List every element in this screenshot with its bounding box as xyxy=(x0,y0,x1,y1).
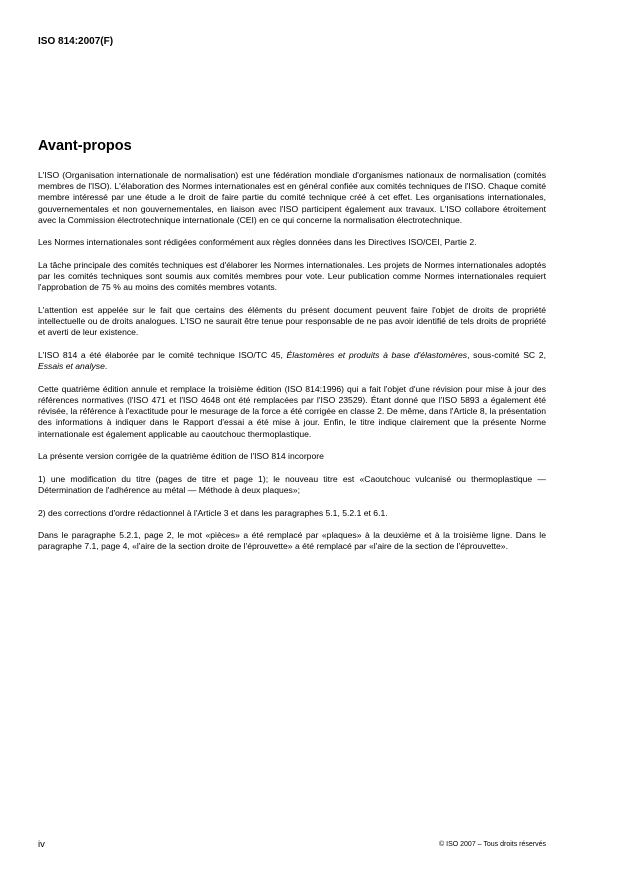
document-id-header: ISO 814:2007(F) xyxy=(38,36,114,47)
paragraph-prepared-by xyxy=(38,350,546,372)
page-title: Avant-propos xyxy=(38,138,132,154)
list-item-editorial-corrections: 2) des corrections d'ordre rédactionnel à l'Article 3 et dans les paragraphes 5.1, 5.2.1 et 6.1. xyxy=(38,507,388,518)
list-item-title-change: 1) une modification du titre (pages de titre et page 1); le nouveau titre est «Caoutchouc vulcanisé ou thermoplastique — Détermination de l'adhérence au métal — Méthode à deux plaques»; xyxy=(38,473,546,495)
paragraph-organisation: L'ISO (Organisation internationale de normalisation) est une fédération mondiale d'organismes nationaux de normalisation (comités membres de l'ISO). L'élaboration des Normes internationales est en général confiée aux comités techniques de l'ISO. Chaque comité membre intéressé par une étude a le droit de faire partie du comité technique créé à cet effet. Les organisations internationales, gouvernementales et non gouvernementales, en liaison avec l'ISO participent également aux travaux. L'ISO collabore étroitement avec la Commission électrotechnique internationale (CEI) en ce qui concerne la normalisation électrotechnique. xyxy=(38,170,546,225)
subcommittee-text: , sous-comité SC 2, xyxy=(467,350,546,360)
paragraph-replacements: Dans le paragraphe 5.2.1, page 2, le mot «pièces» a été remplacé par «plaques» à la deuxième et à la troisième ligne. Dans le paragraphe 7.1, page 4, «l'aire de la section droite de l'éprouvette» a été remplacé par «l'aire de la section de l'éprouvette». xyxy=(38,530,546,552)
page-number: iv xyxy=(38,839,45,850)
paragraph-directives: Les Normes internationales sont rédigées conformément aux règles données dans les Directives ISO/CEI, Partie 2. xyxy=(38,237,477,248)
copyright-notice: © ISO 2007 – Tous droits réservés xyxy=(439,841,546,848)
paragraph-corrected-version: La présente version corrigée de la quatrième édition de l'ISO 814 incorpore xyxy=(38,451,324,462)
period: . xyxy=(104,361,108,372)
paragraph-patent-rights: L'attention est appelée sur le fait que certains des éléments du présent document peuvent faire l'objet de droits de propriété intellectuelle ou de droits analogues. L'ISO ne saurait être tenue pour responsable de ne pas avoir identifié de tels droits de propriété et averti de leur existence. xyxy=(38,305,546,338)
committee-title: Élastomères et produits à base d'élastomères xyxy=(286,350,468,360)
paragraph-edition: Cette quatrième édition annule et remplace la troisième édition (ISO 814:1996) qui a fait l'objet d'une révision pour mise à jour des références normatives (l'ISO 471 et l'ISO 4648 ont été remplacées par l'ISO 23529). Étant donné que l'ISO 5893 a également été révisée, la référence à l'exactitude pour le mesurage de la force a été corrigée en classe 2. De même, dans l'Article 8, la présentation des informations à indiquer dans le Rapport d'essai a été mise à jour. Enfin, le titre indique clairement que la présente Norme internationale est également applicable au caoutchouc thermoplastique. xyxy=(38,383,546,439)
paragraph-committees: La tâche principale des comités techniques est d'élaborer les Normes internationales. Les projets de Normes internationales adoptés par les comités techniques sont soumis aux comités membres pour vote. Leur publication comme Normes internationales requiert l'approbation de 75 % au moins des comités membres votants. xyxy=(38,260,546,293)
foreword-body xyxy=(38,170,546,564)
prepared-by-text: L'ISO 814 a été élaborée par le comité technique ISO/TC 45, xyxy=(38,350,287,360)
subcommittee-title: Essais et analyse xyxy=(38,361,105,372)
